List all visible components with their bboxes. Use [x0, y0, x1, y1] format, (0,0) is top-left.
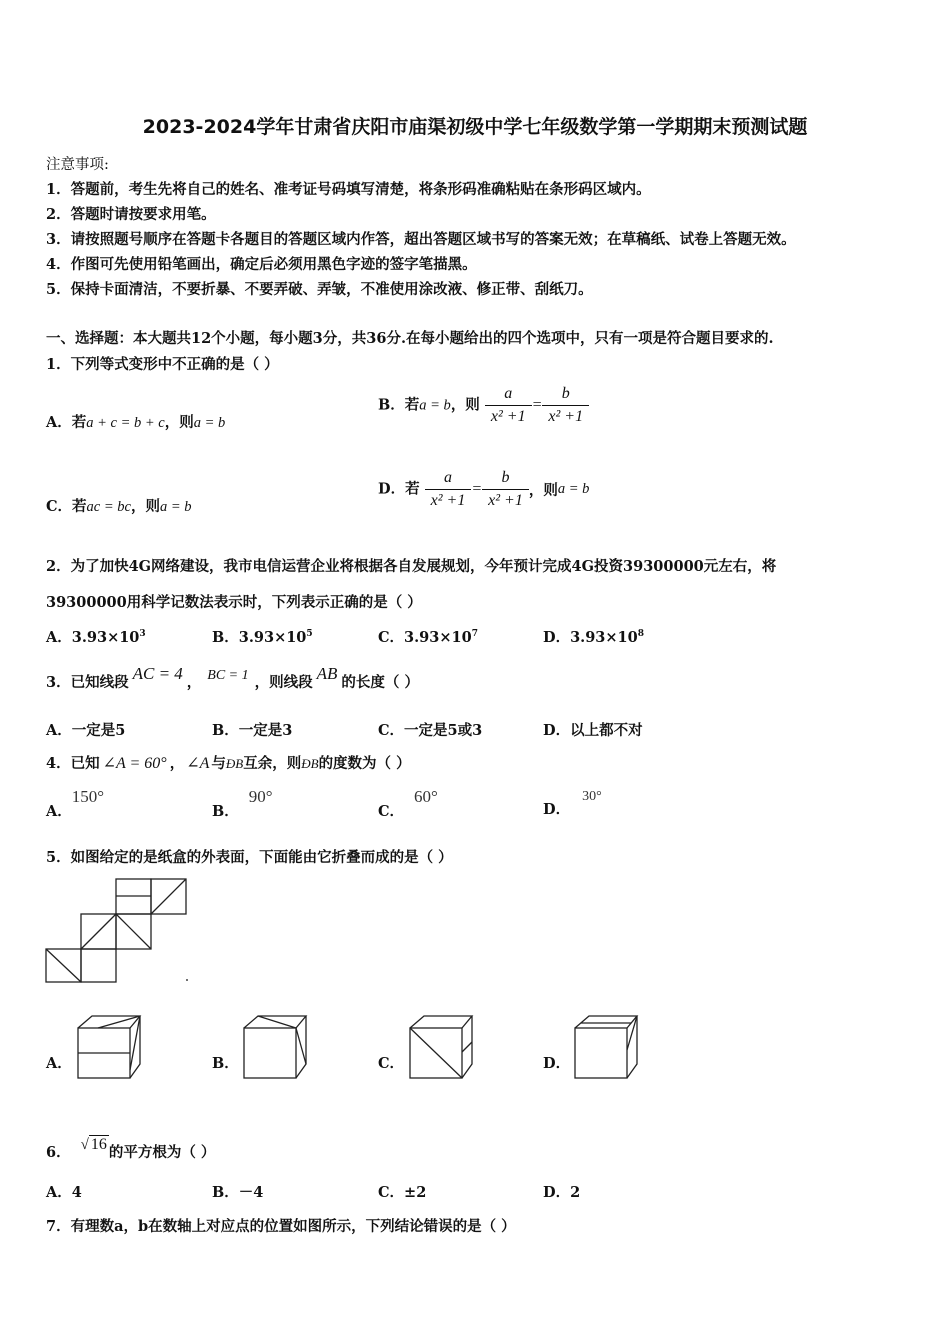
q1-option-d	[378, 469, 589, 510]
notice-item: 4．作图可先使用铅笔画出，确定后必须用黑色字迹的签字笔描黑。	[46, 256, 477, 273]
q4-option-d: D．30°	[543, 789, 602, 818]
q1-option-a	[46, 411, 225, 432]
notice-item: 3．请按照题号顺序在答题卡各题目的答题区域内作答，超出答题区域书写的答案无效；在草稿纸、试卷上答题无效。	[46, 231, 796, 248]
q5-option-c-label: C．	[378, 1055, 405, 1072]
sqrt-16: √ 16	[80, 1136, 107, 1153]
page-title: 2023-2024学年甘肃省庆阳市庙渠初级中学七年级数学第一学期期末预测试题	[142, 116, 808, 138]
question-2-stem-line2: 39300000用科学记数法表示时，下列表示正确的是（ ）	[46, 594, 422, 611]
q5-option-b-label: B．	[212, 1055, 239, 1072]
q4-option-c: C．60°	[378, 787, 438, 820]
question-1-stem: 1．下列等式变形中不正确的是（ ）	[46, 356, 279, 373]
q6-option-d: D．2	[543, 1184, 581, 1201]
q1-c-then: ，则	[130, 498, 160, 515]
q1-d-fraction-b: $\frac{b}{\text{x² +1}}$	[482, 469, 529, 510]
q1-a-math: a + c = b + c	[86, 415, 165, 431]
question-3-stem: 3．已知线段 AC = 4 ， BC = 1 ，则线段 AB 的长度（ ）	[46, 664, 419, 691]
q4-option-b: B．90°	[212, 787, 273, 820]
notice-heading: 注意事项:	[46, 157, 109, 173]
q3-option-a: A．一定是5	[46, 722, 126, 739]
q1-b-math: a = b	[419, 397, 451, 414]
question-5-stem: 5．如图给定的是纸盒的外表面，下面能由它折叠而成的是（ ）	[46, 849, 453, 866]
q1-c-label: C．若	[46, 498, 87, 515]
notice-item: 2．答题时请按要求用笔。	[46, 206, 216, 223]
notice-item: 1．答题前，考生先将自己的姓名、准考证号码填写清楚，将条形码准确粘贴在条形码区域内。	[46, 181, 651, 198]
q1-c-math: ac = bc	[86, 499, 131, 515]
q1-a-res: a = b	[193, 415, 226, 431]
q2-option-a: A．$3.93\times 10^3$	[46, 629, 146, 646]
q4-option-a: A．150°	[46, 787, 105, 820]
q5-cube-a	[74, 1012, 146, 1082]
question-4-stem: 4．已知 ∠A = 60° ， ∠A 与ÐB互余，则ÐB的度数为（ ）	[46, 755, 411, 772]
q1-b-fraction-a: $\frac{a}{\text{x² +1}}$	[485, 385, 532, 426]
q6-option-c: C．±2	[378, 1184, 427, 1201]
question-6-stem: 6． √ 16 的平方根为（ ）	[46, 1136, 216, 1161]
q5-cube-d	[571, 1010, 645, 1082]
q2-option-c: C．$3.93\times 10^7$	[378, 629, 478, 646]
q5-option-d-label: D．	[543, 1055, 571, 1072]
question-7-stem: 7．有理数a，b在数轴上对应点的位置如图所示，下列结论错误的是（ ）	[46, 1218, 516, 1235]
q1-d-then: ，则	[528, 482, 558, 499]
q6-option-a: A．4	[46, 1184, 82, 1201]
q5-option-a-label: A．	[46, 1055, 72, 1072]
q2-option-b: B．$3.93\times 10^5$	[212, 629, 313, 646]
q3-option-c: C．一定是5或3	[378, 722, 483, 739]
q1-b-label: B．若	[378, 396, 420, 414]
section-heading: 一、选择题：本大题共12个小题，每小题3分，共36分.在每小题给出的四个选项中，只有一项是符合题目要求的.	[46, 330, 774, 347]
q1-d-res: a = b	[557, 481, 590, 497]
q1-a-then: ，则	[164, 414, 194, 431]
q6-option-b: B．－4	[212, 1184, 264, 1201]
box-net-figure	[44, 876, 194, 986]
question-2-stem-line1: 2．为了加快4G网络建设，我市电信运营企业将根据各自发展规划，今年预计完成4G投资39300000元左右，将	[46, 558, 777, 575]
equals-sign: =	[471, 480, 483, 498]
q1-option-b	[378, 385, 589, 426]
equals-sign: =	[531, 396, 543, 414]
notice-item: 5．保持卡面清洁，不要折暴、不要弄破、弄皱，不准使用涂改液、修正带、刮纸刀。	[46, 281, 593, 298]
q3-option-b: B．一定是3	[212, 722, 293, 739]
q3-option-d: D．以上都不对	[543, 722, 643, 739]
q1-d-fraction-a: $\frac{a}{\text{x² +1}}$	[425, 469, 472, 510]
q1-option-c	[46, 495, 192, 516]
q5-cube-c	[406, 1012, 478, 1082]
q5-cube-b	[240, 1012, 312, 1082]
q1-b-then: ，则	[450, 396, 480, 414]
q1-d-label: D．若	[378, 480, 420, 498]
q2-option-d: D．$3.93\times 10^8$	[543, 629, 644, 646]
q1-a-label: A．若	[46, 414, 87, 431]
q1-c-res: a = b	[159, 499, 192, 515]
q1-b-fraction-b: $\frac{b}{\text{x² +1}}$	[542, 385, 589, 426]
